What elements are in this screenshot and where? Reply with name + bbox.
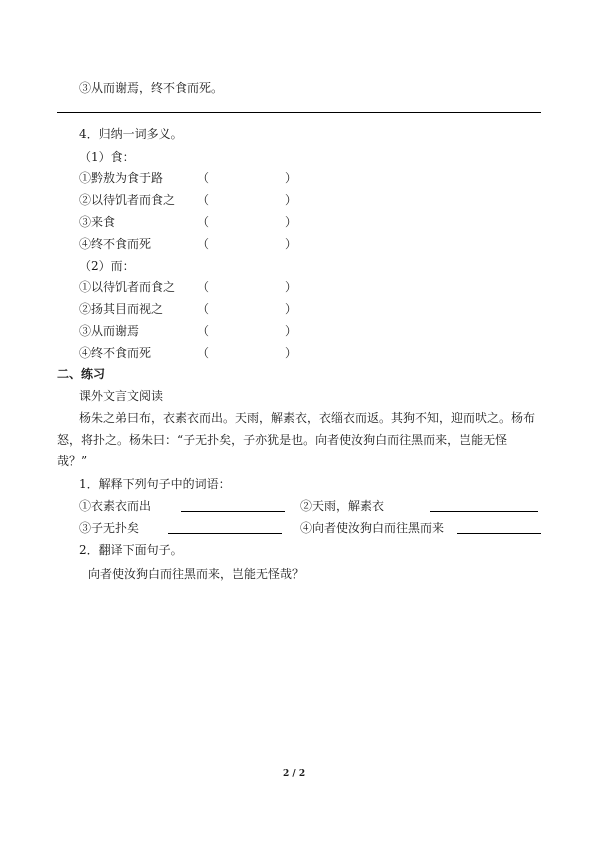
practice-heading: 二、练习	[57, 367, 106, 381]
q2-title: 2．翻译下面句子。	[79, 543, 183, 557]
q1-title: 1．解释下列句子中的词语：	[79, 477, 231, 491]
q2-sentence: 向者使汝狗白而往黑而来，岂能无怪哉？	[88, 567, 305, 581]
practice-subheading: 课外文言文阅读	[79, 389, 164, 403]
page-number: 2 / 2	[283, 769, 306, 779]
answer-blank[interactable]	[457, 533, 541, 534]
answer-blank[interactable]	[181, 511, 285, 512]
answer-blank[interactable]	[168, 533, 282, 534]
section4-title: 4．归纳一词多义。	[79, 127, 183, 141]
answer-line-rule	[57, 112, 541, 113]
group2-label: （2）而：	[79, 259, 135, 273]
answer-blank[interactable]	[430, 511, 538, 512]
group1-label: （1）食：	[79, 150, 135, 164]
top-line: ③从而谢焉，终不食而死。	[79, 81, 224, 95]
